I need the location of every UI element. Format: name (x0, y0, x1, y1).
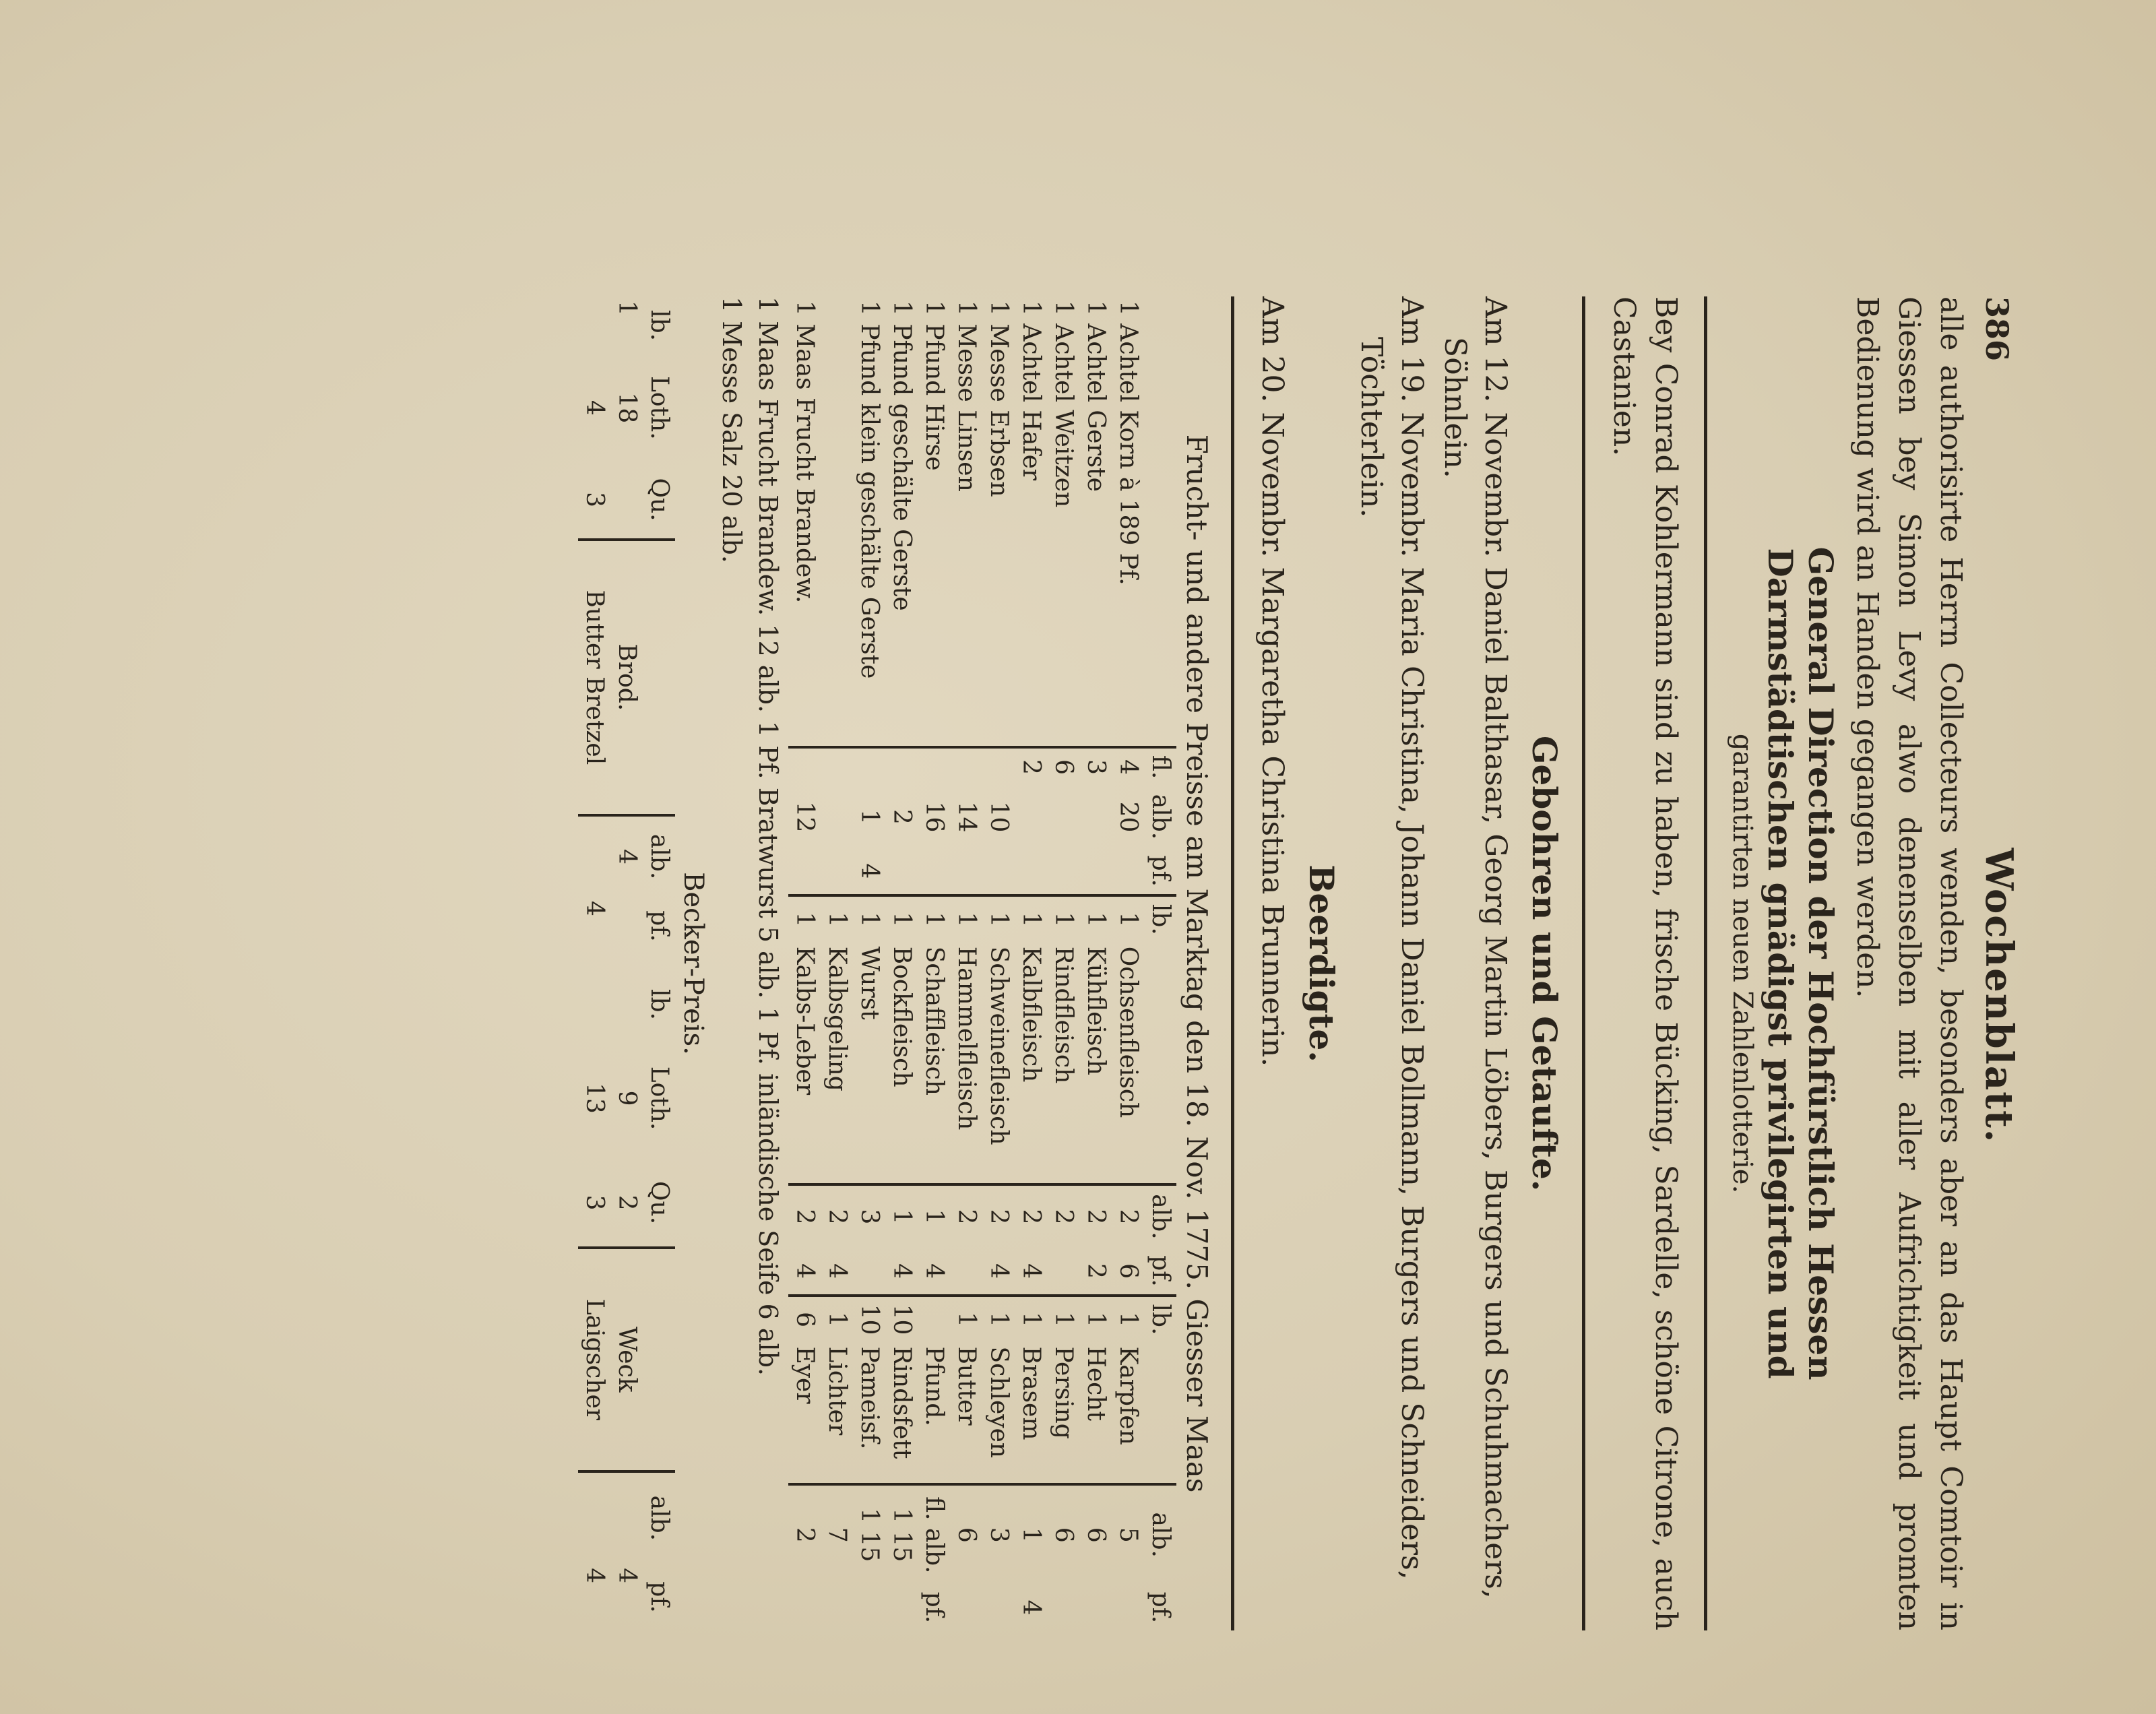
table-cell: 1 (950, 895, 982, 943)
table-row (918, 296, 950, 1630)
table-cell: 4 (856, 863, 883, 879)
table-cell: 6 (1079, 1484, 1112, 1585)
table-row (982, 296, 1015, 1630)
table-cell: 1 (1015, 1484, 1047, 1585)
table-cell: 1 Achtel Weitzen (1050, 300, 1077, 508)
table-cell: Brod. (610, 540, 643, 815)
table-cell: 1 Achtel Gerste (1082, 300, 1110, 492)
table-cell: 3 (1079, 747, 1112, 786)
birth-entry: Am 12. Novembr. Daniel Balthasar, Georg Martin Löbers, Burgers und Schuhmachers, Söhnlein. (1438, 296, 1513, 1599)
table-cell: 1 15 (853, 1484, 885, 1585)
price-table-header: fl. alb. pf. lb. alb. pf. lb. alb. pf. (1144, 296, 1176, 1630)
table-cell: 4 (1112, 747, 1144, 786)
table-row (1047, 296, 1079, 1630)
table-cell: Kalbs-Leber (791, 946, 819, 1096)
table-cell (950, 1248, 982, 1295)
table-cell: 1 Pfund geschälte Gerste (888, 300, 916, 611)
table-cell: 4 (1017, 1599, 1045, 1616)
table-cell: Hammelfleisch (953, 946, 980, 1131)
table-cell: Karpfen (1114, 1346, 1142, 1445)
table-row (885, 296, 918, 1630)
table-cell: 10 (853, 1296, 885, 1343)
table-cell: Schleyen (985, 1346, 1013, 1459)
table-cell (1079, 848, 1112, 895)
divider-rule (1231, 296, 1234, 1630)
table-cell: 10 (985, 801, 1013, 833)
table-cell: 1 Pfund klein geschälte Gerste (856, 300, 883, 679)
table-cell: 4 (581, 1568, 608, 1584)
table-cell: 16 (920, 801, 948, 833)
table-cell: 6 (1047, 1484, 1079, 1585)
table-cell: Pfund. (920, 1346, 948, 1426)
bakery-right (578, 972, 675, 1630)
table-cell: 2 (1082, 1263, 1110, 1279)
table-cell (610, 462, 643, 540)
table-cell: 20 (1114, 801, 1142, 833)
table-cell (788, 1585, 821, 1630)
table-cell (918, 747, 950, 786)
table-cell: 1 (1112, 1296, 1144, 1343)
table-cell: Schaffleisch (920, 946, 948, 1096)
table-cell (578, 296, 610, 354)
table-cell: 3 (853, 1184, 885, 1248)
table-cell: Wurst (856, 946, 883, 1020)
table-cell: 1 (1047, 895, 1079, 943)
table-cell: 2 (821, 1184, 853, 1248)
table-cell: 1 (918, 1184, 950, 1248)
lottery-line-2: Darmstädtischen gnädigst privilegirten und (1761, 548, 1800, 1379)
table-cell (1015, 848, 1047, 895)
table-cell (1047, 1248, 1079, 1295)
table-cell: 6 (1047, 747, 1079, 786)
table-cell (1015, 786, 1047, 848)
table-cell: 4 (791, 1263, 819, 1279)
table-cell: 1 (853, 895, 885, 943)
table-cell: Butter Bretzel (578, 540, 610, 815)
table-cell: 1 (821, 1296, 853, 1343)
table-cell: 1 (982, 1296, 1015, 1343)
birth-entry: Am 19. Novembr. Maria Christina, Johann Daniel Bollmann, Burgers und Schneiders, Töchterlein. (1354, 296, 1429, 1580)
lottery-notice (1725, 296, 1841, 1630)
table-cell: Persing (1050, 1346, 1077, 1439)
table-cell: 2 (1015, 1184, 1047, 1248)
table-cell: 2 (888, 809, 916, 825)
table-cell: 4 (823, 1263, 851, 1279)
table-cell (578, 1471, 610, 1564)
table-cell: 4 (985, 1263, 1013, 1279)
table-row (1079, 296, 1112, 1630)
table-cell: 12 (791, 801, 819, 833)
table-cell: 13 (581, 1083, 608, 1114)
lottery-line-1: General Direction der Hochfürstlich Hessen (1801, 546, 1841, 1380)
table-cell (610, 972, 643, 1038)
table-cell: 1 Achtel Hafer (1017, 300, 1045, 481)
table-cell: 4 (888, 1263, 916, 1279)
table-cell: 4 (581, 400, 608, 416)
table-cell: 1 (1015, 1296, 1047, 1343)
table-cell (578, 815, 610, 897)
table-cell (885, 1585, 918, 1630)
table-row (1112, 296, 1144, 1630)
table-cell: 2 (788, 1484, 821, 1585)
table-cell: 4 (613, 1568, 641, 1584)
table-cell (610, 1471, 643, 1564)
table-cell: 3 (581, 492, 608, 508)
table-cell: 1 (885, 895, 918, 943)
births-title: Gebohren und Getaufte. (1525, 735, 1564, 1192)
table-cell (1047, 786, 1079, 848)
intro-paragraph: alle authorisirte Herrn Collecteurs wenden, besonders aber an das Haupt Comtoir in Giessen bey Simon Levy alwo denenselben mit aller Aufrichtigkeit und promten Bedienung wird an Handen gegangen werden. (1850, 296, 1968, 1630)
page-title: Wochenblatt. (1977, 848, 2021, 1144)
table-cell: 1 (1079, 895, 1112, 943)
table-cell: 10 (885, 1296, 918, 1343)
table-cell: 1 (613, 300, 641, 316)
table-cell (821, 747, 853, 786)
table-cell: 2 (613, 1195, 641, 1211)
table-cell: 1 (1079, 1296, 1112, 1343)
table-cell: 2 (950, 1184, 982, 1248)
table-row (578, 972, 610, 1630)
table-cell: 1 Messe Erbsen (985, 300, 1013, 497)
table-cell: Lichter (823, 1346, 851, 1436)
table-cell: 4 (581, 901, 608, 916)
table-cell: 18 (613, 392, 641, 424)
divider-rule (1704, 296, 1707, 1630)
death-entry: Am 20. Novembr. Margaretha Christina Brunnerin. (1255, 296, 1290, 1067)
table-cell: 14 (953, 801, 980, 833)
printed-sheet (391, 296, 2021, 1630)
table-cell: 1 (821, 895, 853, 943)
table-cell: Eyer (791, 1346, 819, 1404)
bakery-title: Becker-Preis. (678, 872, 709, 1055)
table-cell: fl. alb. (918, 1484, 950, 1585)
table-cell: 2 (1047, 1184, 1079, 1248)
table-cell: 1 (950, 1296, 982, 1343)
bakery-right-table: lb. Loth. Qu. alb. pf. 9 2 Weck 4 13 3 Laigscher 4 (578, 972, 675, 1630)
table-cell: 6 (950, 1484, 982, 1585)
table-cell: 6 (788, 1296, 821, 1343)
table-cell: 4 (920, 1263, 948, 1279)
table-row (853, 296, 885, 1630)
prices-title: Frucht- und andere Preisse am Marktag den 18. Nov. 1775. Giesser Maas (1180, 434, 1213, 1493)
table-cell: Kühfleisch (1082, 946, 1110, 1075)
table-cell: Schweinefleisch (985, 946, 1013, 1145)
page-number: 386 (1979, 296, 2015, 362)
table-cell (1079, 1585, 1112, 1630)
table-cell: 7 (821, 1484, 853, 1585)
table-cell: 9 (613, 1090, 641, 1106)
table-cell: 1 (788, 895, 821, 943)
table-cell (918, 848, 950, 895)
table-cell: 1 (1112, 895, 1144, 943)
table-cell (1047, 848, 1079, 895)
table-cell: 2 (1079, 1184, 1112, 1248)
table-cell: Brasem (1017, 1346, 1045, 1440)
table-row (1015, 296, 1047, 1630)
table-row (821, 296, 853, 1630)
table-cell (788, 747, 821, 786)
table-cell: 2 (982, 1184, 1015, 1248)
table-cell (788, 848, 821, 895)
bakery-prices (578, 296, 675, 1630)
table-cell (982, 747, 1015, 786)
table-cell: 4 (610, 815, 643, 897)
table-cell: 2 (1112, 1184, 1144, 1248)
table-cell: Kalbsgeling (823, 946, 851, 1091)
table-cell (853, 1248, 885, 1295)
page-header (1977, 296, 2021, 1630)
table-cell (853, 747, 885, 786)
price-footer-2: 1 Messe Salz 20 alb. (717, 296, 747, 563)
table-cell (578, 972, 610, 1038)
table-cell (950, 848, 982, 895)
table-cell (950, 1585, 982, 1630)
table-cell: 5 (1112, 1484, 1144, 1585)
table-cell: Ochsenfleisch (1114, 946, 1142, 1118)
table-cell: 1 Achtel Korn à 189 Pf. (1114, 300, 1142, 585)
table-cell: 1 Messe Linsen (953, 300, 980, 492)
table-cell (1047, 1585, 1079, 1630)
price-table (788, 296, 1176, 1630)
table-cell (1112, 848, 1144, 895)
lottery-line-3: garantirten neuen Zahlenlotterie. (1727, 733, 1758, 1194)
table-cell (821, 1585, 853, 1630)
bakery-left (578, 296, 675, 955)
table-row (950, 296, 982, 1630)
table-cell (821, 786, 853, 848)
table-row (788, 296, 821, 1630)
bakery-left-table: lb. Loth. Qu. alb. pf. 1 18 Brod. 4 4 3 Butter Bretzel 4 (578, 296, 675, 955)
table-cell: Kalbfleisch (1017, 946, 1045, 1083)
table-cell (821, 848, 853, 895)
table-cell (1079, 786, 1112, 848)
table-row (610, 972, 643, 1630)
table-cell: 1 (918, 895, 950, 943)
table-cell: 1 (885, 1184, 918, 1248)
price-table-body (788, 296, 1144, 1630)
deaths-title: Beerdigte. (1302, 864, 1341, 1062)
table-cell: Hecht (1082, 1346, 1110, 1421)
table-cell: 1 (1015, 895, 1047, 943)
table-row (578, 296, 610, 955)
table-cell: Laigscher (578, 1248, 610, 1471)
table-cell: 1 (1047, 1296, 1079, 1343)
table-cell: 1 15 (885, 1484, 918, 1585)
table-cell (1112, 1585, 1144, 1630)
table-cell (918, 1296, 950, 1343)
table-cell: 2 (1015, 747, 1047, 786)
table-cell (853, 1585, 885, 1630)
table-cell (885, 848, 918, 895)
table-cell: pf. (920, 1591, 948, 1624)
table-cell: 1 Maas Frucht Brandew. (791, 300, 819, 604)
table-cell: Butter (953, 1346, 980, 1426)
table-cell (885, 747, 918, 786)
table-cell: Bockfleisch (888, 946, 916, 1087)
price-footer-1: 1 Maas Frucht Brandew. 12 alb. 1 Pf. Bratwurst 5 alb. 1 Pf. inländische Seife 6 alb. (753, 296, 783, 1376)
table-cell: Rindfleisch (1050, 946, 1077, 1084)
table-cell: 1 Pfund Hirse (920, 300, 948, 471)
divider-rule (1582, 296, 1585, 1630)
table-cell: 3 (581, 1195, 608, 1211)
table-cell: 4 (1017, 1263, 1045, 1279)
table-cell (610, 897, 643, 955)
table-cell (821, 296, 853, 747)
table-cell: 6 (1114, 1263, 1142, 1279)
table-cell: 1 (982, 895, 1015, 943)
table-cell: 1 (856, 809, 883, 825)
table-cell: Pameisf. (856, 1346, 883, 1450)
table-row (610, 296, 643, 955)
table-cell (982, 1585, 1015, 1630)
table-cell: 3 (982, 1484, 1015, 1585)
table-cell: Rindsfett (888, 1346, 916, 1459)
table-cell (950, 747, 982, 786)
table-cell: Weck (610, 1248, 643, 1471)
table-cell: 2 (788, 1184, 821, 1248)
table-cell (982, 848, 1015, 895)
sale-notice: Bey Conrad Kohlermann sind zu haben, frische Bücking, Sardelle, schöne Citrone, auch Castanien. (1607, 296, 1683, 1630)
